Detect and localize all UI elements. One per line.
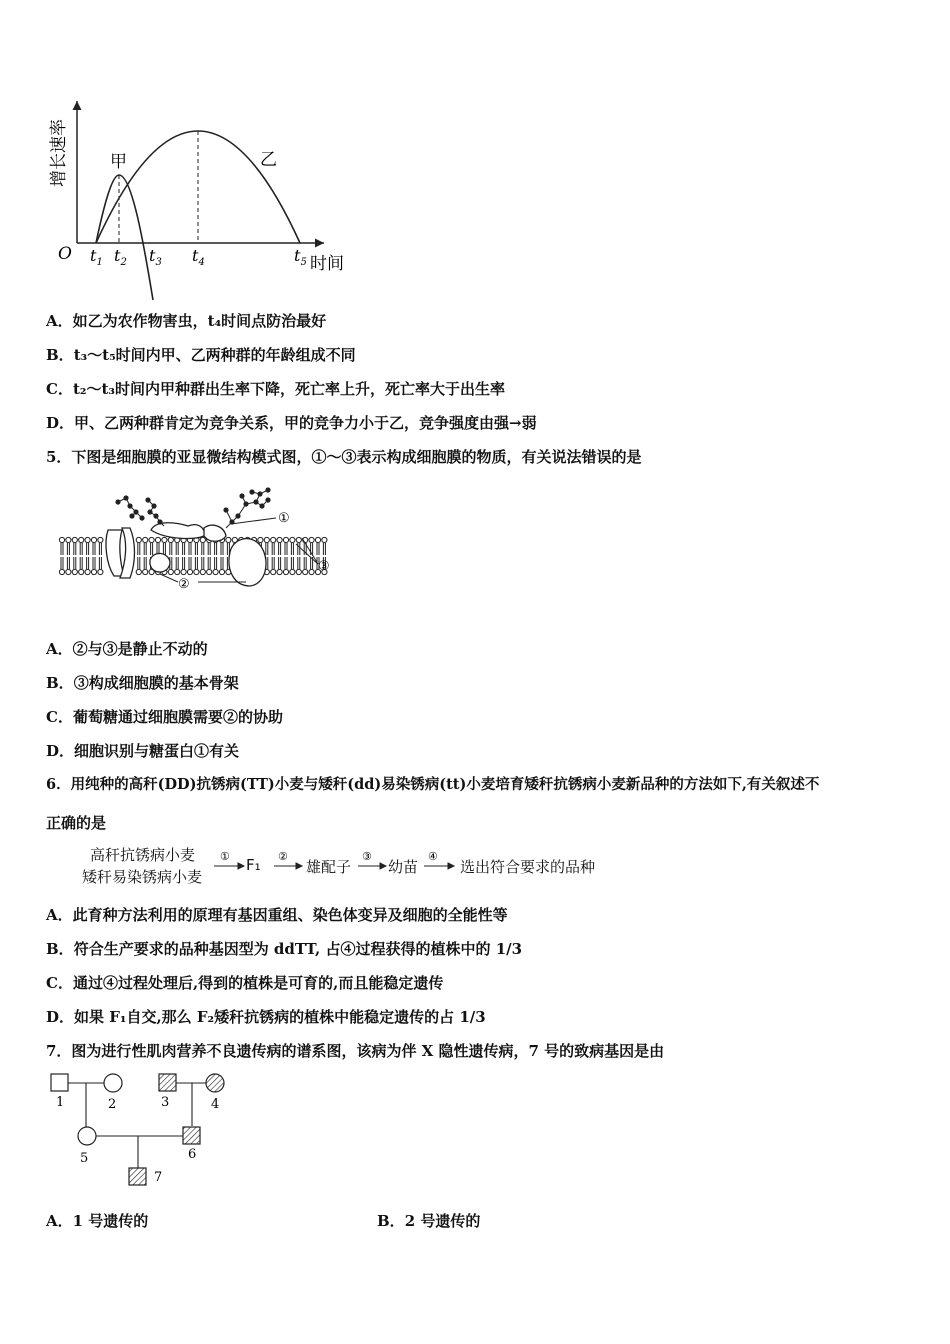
lipid-tail bbox=[183, 557, 185, 569]
tick-t1: $t_1$ bbox=[90, 246, 103, 268]
lipid-tail bbox=[170, 543, 172, 555]
member-2-label: 2 bbox=[108, 1097, 117, 1112]
step-4: ④ bbox=[428, 850, 438, 863]
breeding-scheme bbox=[82, 844, 622, 888]
lipid-head bbox=[271, 537, 276, 542]
lipid-head bbox=[98, 537, 103, 542]
q6-option-b: B．符合生产要求的品种基因型为 ddTT, 占④过程获得的植株中的 1/3 bbox=[46, 940, 523, 958]
q5-option-c: C．葡萄糖通过细胞膜需要②的协助 bbox=[46, 708, 283, 726]
lipid-tail bbox=[208, 557, 210, 569]
lipid-head bbox=[168, 569, 173, 574]
member-3-affected-male bbox=[159, 1074, 176, 1091]
mark-1: ① bbox=[278, 511, 290, 526]
q7-stem: 7．图为进行性肌肉营养不良遗传病的谱系图，该病为伴 X 隐性遗传病，7 号的致病基因是由 bbox=[46, 1042, 665, 1060]
lipid-tail bbox=[99, 543, 101, 555]
mark-3: ③ bbox=[318, 559, 330, 574]
q6-stem-line1: 6．用纯种的高秆(DD)抗锈病(TT)小麦与矮秆(dd)易染锈病(tt)小麦培育矮秆抗锈病小麦新品种的方法如下,有关叙述不 bbox=[46, 776, 820, 793]
lipid-tail bbox=[189, 543, 191, 555]
member-7-label: 7 bbox=[154, 1170, 163, 1185]
lipid-head bbox=[91, 569, 96, 574]
lipid-head bbox=[72, 537, 77, 542]
lipid-head bbox=[187, 569, 192, 574]
lipid-tail bbox=[195, 557, 197, 569]
lipid-tail bbox=[189, 557, 191, 569]
f1-label: F₁ bbox=[246, 856, 261, 874]
q6-stem-line2: 正确的是 bbox=[46, 814, 107, 832]
lipid-head bbox=[296, 569, 301, 574]
lipid-head bbox=[277, 537, 282, 542]
lipid-head bbox=[264, 537, 269, 542]
lipid-head bbox=[143, 569, 148, 574]
q6-option-c: C．通过④过程处理后,得到的植株是可育的,而且能稳定遗传 bbox=[46, 974, 444, 992]
lipid-head bbox=[200, 569, 205, 574]
lipid-tail bbox=[285, 543, 287, 555]
phospholipid-bilayer bbox=[59, 537, 327, 574]
result-label: 选出符合要求的品种 bbox=[460, 858, 596, 876]
q6-option-d: D．如果 F₁自交,那么 F₂矮秆抗锈病的植株中能稳定遗传的占 1/3 bbox=[46, 1008, 486, 1026]
q4-option-b: B．t₃～t₅时间内甲、乙两种群的年龄组成不同 bbox=[46, 346, 356, 364]
tick-t4: $t_4$ bbox=[192, 246, 205, 268]
lipid-tail bbox=[215, 557, 217, 569]
inner-protein-small bbox=[150, 553, 170, 572]
member-7-affected-male bbox=[129, 1168, 146, 1185]
lipid-head bbox=[200, 537, 205, 542]
member-3-label: 3 bbox=[161, 1095, 170, 1110]
lipid-tail bbox=[298, 543, 300, 555]
lipid-tail bbox=[208, 543, 210, 555]
lipid-tail bbox=[61, 543, 63, 555]
lipid-head bbox=[271, 569, 276, 574]
lipid-tail bbox=[304, 557, 306, 569]
lipid-tail bbox=[67, 557, 69, 569]
parent-short: 矮秆易染锈病小麦 bbox=[82, 868, 203, 886]
lipid-head bbox=[175, 569, 180, 574]
curve-yi-label: 乙 bbox=[260, 150, 277, 170]
q7-option-b: B．2 号遗传的 bbox=[377, 1212, 481, 1230]
member-4-label: 4 bbox=[211, 1097, 220, 1112]
lipid-tail bbox=[215, 543, 217, 555]
surface-protein bbox=[151, 523, 204, 539]
tick-t3: $t_3$ bbox=[149, 246, 162, 268]
glycoprotein-protein bbox=[204, 525, 226, 541]
lipid-head bbox=[72, 569, 77, 574]
tick-t2: $t_2$ bbox=[114, 246, 127, 268]
lipid-head bbox=[79, 537, 84, 542]
lipid-head bbox=[315, 537, 320, 542]
lipid-head bbox=[79, 569, 84, 574]
lipid-tail bbox=[285, 557, 287, 569]
lipid-head bbox=[213, 569, 218, 574]
step-1: ① bbox=[220, 850, 230, 863]
lipid-tail bbox=[279, 557, 281, 569]
lipid-head bbox=[168, 537, 173, 542]
lipid-head bbox=[66, 537, 71, 542]
lipid-head bbox=[309, 537, 314, 542]
lipid-tail bbox=[93, 557, 95, 569]
lipid-head bbox=[194, 569, 199, 574]
q5-stem: 5．下图是细胞膜的亚显微结构模式图，①～③表示构成细胞膜的物质，有关说法错误的是 bbox=[46, 448, 642, 466]
lipid-tail bbox=[221, 543, 223, 555]
lipid-head bbox=[66, 569, 71, 574]
lipid-tail bbox=[323, 543, 325, 555]
lipid-head bbox=[322, 537, 327, 542]
member-4-affected-female bbox=[206, 1074, 224, 1092]
mark-2: ② bbox=[178, 577, 190, 592]
lipid-tail bbox=[144, 557, 146, 569]
lipid-tail bbox=[317, 543, 319, 555]
lipid-head bbox=[283, 537, 288, 542]
inner-protein-large bbox=[229, 539, 266, 586]
lipid-tail bbox=[202, 557, 204, 569]
lipid-head bbox=[290, 569, 295, 574]
lipid-tail bbox=[163, 543, 165, 555]
lipid-tail bbox=[67, 543, 69, 555]
lipid-tail bbox=[74, 557, 76, 569]
curve-jia bbox=[96, 175, 153, 300]
lipid-head bbox=[155, 537, 160, 542]
member-6-label: 6 bbox=[188, 1147, 197, 1162]
lipid-tail bbox=[202, 543, 204, 555]
lipid-tail bbox=[221, 557, 223, 569]
lipid-tail bbox=[176, 557, 178, 569]
lipid-head bbox=[85, 537, 90, 542]
lipid-tail bbox=[87, 543, 89, 555]
q6-option-a: A．此育种方法利用的原理有基因重组、染色体变异及细胞的全能性等 bbox=[46, 906, 508, 924]
cell-membrane-diagram bbox=[56, 482, 356, 602]
lipid-tail bbox=[138, 557, 140, 569]
lipid-head bbox=[219, 569, 224, 574]
lipid-tail bbox=[138, 543, 140, 555]
member-5-label: 5 bbox=[80, 1151, 89, 1166]
sugar-chains bbox=[115, 487, 270, 524]
growth-rate-graph bbox=[40, 95, 370, 305]
q5-option-d: D．细胞识别与糖蛋白①有关 bbox=[46, 742, 240, 760]
lipid-head bbox=[290, 537, 295, 542]
lipid-head bbox=[143, 537, 148, 542]
member-6-affected-male bbox=[183, 1127, 200, 1144]
channel-protein bbox=[106, 530, 124, 576]
tick-t5: $t_5$ bbox=[294, 246, 307, 268]
q7-option-a: A．1 号遗传的 bbox=[46, 1212, 149, 1230]
lipid-tail bbox=[80, 543, 82, 555]
parent-tall: 高秆抗锈病小麦 bbox=[90, 846, 196, 864]
lipid-tail bbox=[291, 543, 293, 555]
gamete-label: 雄配子 bbox=[306, 858, 352, 876]
pedigree-chart bbox=[40, 1068, 280, 1194]
y-axis-label: 增长速率 bbox=[49, 119, 69, 187]
lipid-head bbox=[207, 569, 212, 574]
lipid-head bbox=[85, 569, 90, 574]
lipid-head bbox=[136, 569, 141, 574]
lipid-head bbox=[162, 537, 167, 542]
lipid-head bbox=[98, 569, 103, 574]
lipid-head bbox=[226, 537, 231, 542]
lipid-tail bbox=[151, 543, 153, 555]
member-1-male bbox=[51, 1074, 68, 1091]
member-5-female bbox=[78, 1127, 96, 1145]
lipid-tail bbox=[144, 543, 146, 555]
lipid-tail bbox=[80, 557, 82, 569]
lipid-tail bbox=[93, 543, 95, 555]
member-2-female bbox=[104, 1074, 122, 1092]
lipid-tail bbox=[176, 543, 178, 555]
q5-option-a: A．②与③是静止不动的 bbox=[46, 640, 208, 658]
lipid-tail bbox=[291, 557, 293, 569]
lipid-head bbox=[296, 537, 301, 542]
lipid-head bbox=[258, 537, 263, 542]
lipid-tail bbox=[99, 557, 101, 569]
lipid-tail bbox=[272, 543, 274, 555]
lipid-head bbox=[283, 569, 288, 574]
step-3: ③ bbox=[362, 850, 372, 863]
lipid-head bbox=[59, 569, 64, 574]
lipid-tail bbox=[279, 543, 281, 555]
lipid-head bbox=[91, 537, 96, 542]
lipid-tail bbox=[61, 557, 63, 569]
q5-option-b: B．③构成细胞膜的基本骨架 bbox=[46, 674, 239, 692]
lipid-tail bbox=[298, 557, 300, 569]
lipid-tail bbox=[272, 557, 274, 569]
lipid-head bbox=[136, 537, 141, 542]
lipid-head bbox=[303, 569, 308, 574]
lipid-tail bbox=[74, 543, 76, 555]
lipid-head bbox=[149, 537, 154, 542]
lipid-tail bbox=[266, 543, 268, 555]
q4-option-c: C．t₂～t₃时间内甲种群出生率下降，死亡率上升，死亡率大于出生率 bbox=[46, 380, 505, 398]
q4-option-d: D．甲、乙两种群肯定为竞争关系，甲的竞争力小于乙，竞争强度由强→弱 bbox=[46, 414, 537, 432]
lipid-head bbox=[309, 569, 314, 574]
lipid-head bbox=[277, 569, 282, 574]
lipid-head bbox=[59, 537, 64, 542]
x-axis-label: 时间 bbox=[310, 254, 344, 274]
step-2: ② bbox=[278, 850, 288, 863]
lipid-head bbox=[181, 569, 186, 574]
seedling-label: 幼苗 bbox=[388, 858, 419, 876]
lipid-tail bbox=[183, 543, 185, 555]
q4-option-a: A．如乙为农作物害虫，t₄时间点防治最好 bbox=[46, 312, 327, 330]
member-1-label: 1 bbox=[56, 1095, 65, 1110]
lipid-tail bbox=[195, 543, 197, 555]
channel-protein-2 bbox=[120, 528, 135, 578]
curve-jia-label: 甲 bbox=[110, 152, 127, 172]
origin-label: O bbox=[58, 244, 72, 264]
lipid-tail bbox=[87, 557, 89, 569]
